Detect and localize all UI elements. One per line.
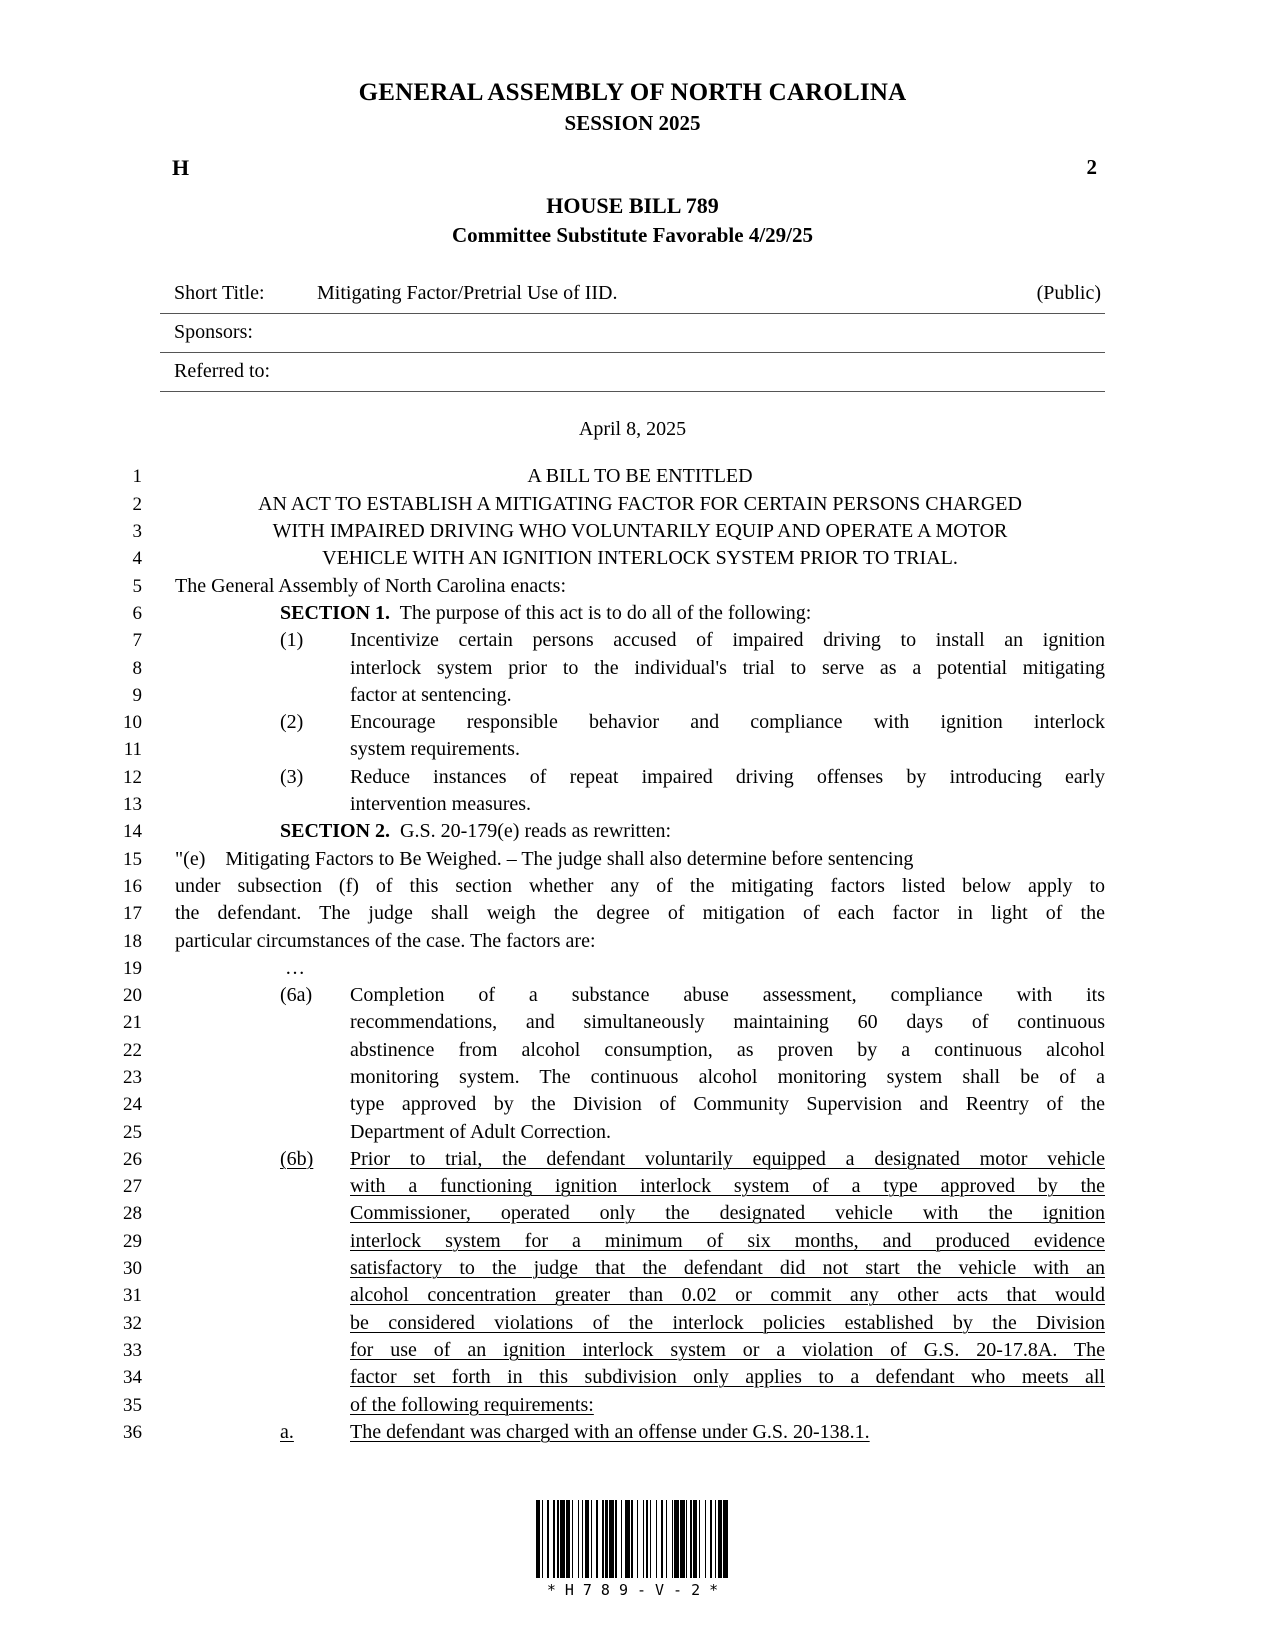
line-number: 31 bbox=[123, 1285, 142, 1307]
bill-line bbox=[0, 982, 1105, 1009]
bill-line bbox=[0, 1337, 1105, 1364]
item-text: for use of an ignition interlock system or a violation of G.S. 20-17.8A. The bbox=[350, 1338, 1105, 1361]
bill-line bbox=[0, 573, 1105, 600]
section-text: The purpose of this act is to do all of the following: bbox=[399, 601, 812, 624]
line-text: The General Assembly of North Carolina enacts: bbox=[175, 574, 566, 597]
bill-line bbox=[0, 764, 1105, 791]
bill-line bbox=[0, 873, 1105, 900]
line-number: 26 bbox=[123, 1148, 142, 1170]
line-text: under subsection (f) of this section whether any of the mitigating factors listed below apply to bbox=[175, 874, 1105, 897]
numbered-item-new-text bbox=[175, 1173, 1105, 1200]
item-text: factor at sentencing. bbox=[350, 683, 512, 706]
line-text: … bbox=[285, 956, 307, 979]
numbered-item-cont bbox=[175, 791, 1105, 818]
numbered-item-new-text bbox=[175, 1364, 1105, 1391]
sub-item-marker: a. bbox=[280, 1420, 294, 1443]
sponsors-label: Sponsors: bbox=[174, 321, 253, 344]
numbered-item-new-text bbox=[175, 1228, 1105, 1255]
bill-line bbox=[0, 491, 1105, 518]
line-number: 9 bbox=[132, 684, 142, 706]
section-text: G.S. 20-179(e) reads as rewritten: bbox=[400, 820, 672, 843]
line-text: particular circumstances of the case. The factors are: bbox=[175, 929, 596, 952]
item-text: with a functioning ignition interlock system of a type approved by the bbox=[350, 1175, 1105, 1198]
line-number: 3 bbox=[132, 521, 142, 543]
masthead bbox=[0, 0, 1265, 139]
bill-line bbox=[0, 846, 1105, 873]
sub-item-text: The defendant was charged with an offense under G.S. 20-138.1. bbox=[350, 1420, 870, 1443]
item-text: of the following requirements: bbox=[350, 1393, 594, 1416]
chamber-row bbox=[0, 155, 1265, 185]
item-marker: (6a) bbox=[280, 984, 313, 1007]
bill-line bbox=[0, 627, 1105, 654]
bill-line bbox=[0, 900, 1105, 927]
line-number: 20 bbox=[123, 985, 142, 1007]
bill-number: HOUSE BILL 789 bbox=[546, 193, 719, 218]
line-text: WITH IMPAIRED DRIVING WHO VOLUNTARILY EQUIP AND OPERATE A MOTOR bbox=[272, 520, 1008, 543]
line-text: VEHICLE WITH AN IGNITION INTERLOCK SYSTEM PRIOR TO TRIAL. bbox=[322, 547, 958, 570]
public-marker: (Public) bbox=[1036, 282, 1101, 305]
assembly-title: GENERAL ASSEMBLY OF NORTH CAROLINA bbox=[358, 79, 907, 106]
line-number: 17 bbox=[123, 903, 142, 925]
barcode-image bbox=[536, 1500, 730, 1578]
item-text: type approved by the Division of Community Supervision and Reentry of the bbox=[350, 1093, 1105, 1116]
line-number: 11 bbox=[123, 739, 142, 761]
referred-to-label: Referred to: bbox=[174, 360, 271, 383]
numbered-item-cont bbox=[175, 682, 1105, 709]
line-text bbox=[280, 818, 1105, 845]
bill-line bbox=[0, 736, 1105, 763]
bill-line bbox=[0, 791, 1105, 818]
line-text bbox=[175, 846, 1105, 873]
line-number: 29 bbox=[123, 1230, 142, 1252]
line-number: 7 bbox=[132, 630, 142, 652]
short-title-label: Short Title: bbox=[174, 282, 265, 305]
numbered-item-cont bbox=[175, 1064, 1105, 1091]
bill-line bbox=[0, 955, 1105, 982]
line-number: 36 bbox=[123, 1421, 142, 1443]
item-text: abstinence from alcohol consumption, as proven by a continuous alcohol bbox=[350, 1038, 1105, 1061]
bill-line bbox=[0, 1282, 1105, 1309]
line-number: 14 bbox=[123, 821, 142, 843]
item-text: interlock system prior to the individual's trial to serve as a potential mitigating bbox=[350, 656, 1105, 679]
numbered-item-new-text bbox=[175, 1392, 1105, 1419]
line-number: 24 bbox=[123, 1094, 142, 1116]
numbered-item-new-text bbox=[175, 1337, 1105, 1364]
line-number: 16 bbox=[123, 875, 142, 897]
item-text: Incentivize certain persons accused of impaired driving to install an ignition bbox=[350, 629, 1105, 652]
bill-date: April 8, 2025 bbox=[578, 418, 687, 441]
item-text: recommendations, and simultaneously maintaining 60 days of continuous bbox=[350, 1011, 1105, 1034]
item-text: Completion of a substance abuse assessment, compliance with its bbox=[350, 984, 1105, 1007]
bill-line bbox=[0, 1119, 1105, 1146]
page-number: 2 bbox=[1086, 155, 1097, 179]
bill-line bbox=[0, 1310, 1105, 1337]
bill-body bbox=[0, 463, 1265, 1446]
bill-line bbox=[0, 928, 1105, 955]
bill-line bbox=[0, 1146, 1105, 1173]
bill-line bbox=[0, 1009, 1105, 1036]
numbered-item-cont bbox=[175, 655, 1105, 682]
numbered-item-new-text bbox=[175, 1146, 1105, 1173]
line-text: the defendant. The judge shall weigh the degree of mitigation of each factor in light of the bbox=[175, 902, 1105, 925]
barcode-text: *H789-V-2* bbox=[546, 1581, 728, 1599]
line-number: 32 bbox=[123, 1312, 142, 1334]
item-text: alcohol concentration greater than 0.02 or commit any other acts that would bbox=[350, 1284, 1105, 1307]
line-number: 1 bbox=[132, 466, 142, 488]
bill-line bbox=[0, 1091, 1105, 1118]
line-number: 19 bbox=[123, 957, 142, 979]
bill-line bbox=[0, 818, 1105, 845]
chamber-letter: H bbox=[172, 155, 190, 180]
line-text: AN ACT TO ESTABLISH A MITIGATING FACTOR FOR CERTAIN PERSONS CHARGED bbox=[258, 492, 1022, 515]
line-number: 6 bbox=[132, 602, 142, 624]
item-text: factor set forth in this subdivision only applies to a defendant who meets all bbox=[350, 1366, 1105, 1389]
item-marker: (3) bbox=[280, 765, 304, 788]
numbered-item-cont bbox=[175, 1119, 1105, 1146]
bill-heading bbox=[0, 191, 1265, 249]
meta-row-sponsors bbox=[160, 314, 1105, 353]
item-text: Encourage responsible behavior and compliance with ignition interlock bbox=[350, 711, 1105, 734]
item-text: be considered violations of the interlock policies established by the Division bbox=[350, 1311, 1105, 1334]
session-title: SESSION 2025 bbox=[564, 110, 701, 135]
line-number: 5 bbox=[132, 575, 142, 597]
numbered-item bbox=[175, 764, 1105, 791]
bill-line bbox=[0, 1419, 1105, 1446]
line-number: 25 bbox=[123, 1121, 142, 1143]
line-number: 23 bbox=[123, 1066, 142, 1088]
meta-row-short-title bbox=[160, 275, 1105, 314]
item-marker: (1) bbox=[280, 629, 304, 652]
line-number: 4 bbox=[132, 548, 142, 570]
numbered-item-new-text bbox=[175, 1200, 1105, 1227]
item-text: system requirements. bbox=[350, 738, 520, 761]
line-number: 22 bbox=[123, 1039, 142, 1061]
line-number: 2 bbox=[132, 493, 142, 515]
bill-line bbox=[0, 545, 1105, 572]
item-text: Department of Adult Correction. bbox=[350, 1120, 612, 1143]
item-marker: (6b) bbox=[280, 1147, 314, 1170]
line-number: 27 bbox=[123, 1176, 142, 1198]
numbered-item-cont bbox=[175, 1009, 1105, 1036]
line-number: 13 bbox=[123, 794, 142, 816]
numbered-item-new-text bbox=[175, 1310, 1105, 1337]
item-text: satisfactory to the judge that the defendant did not start the vehicle with an bbox=[350, 1257, 1105, 1280]
item-text: Commissioner, operated only the designated vehicle with the ignition bbox=[350, 1202, 1105, 1225]
numbered-item-new-text bbox=[175, 1255, 1105, 1282]
numbered-item-cont bbox=[175, 736, 1105, 763]
bill-status: Committee Substitute Favorable 4/29/25 bbox=[451, 222, 814, 247]
numbered-item-new-text bbox=[175, 1282, 1105, 1309]
line-text: A BILL TO BE ENTITLED bbox=[527, 465, 753, 488]
line-number: 21 bbox=[123, 1012, 142, 1034]
item-text: Reduce instances of repeat impaired driving offenses by introducing early bbox=[350, 765, 1105, 788]
item-marker: (2) bbox=[280, 711, 304, 734]
bill-line bbox=[0, 682, 1105, 709]
bill-line bbox=[0, 463, 1105, 490]
item-text: interlock system for a minimum of six months, and produced evidence bbox=[350, 1229, 1105, 1252]
numbered-item-cont bbox=[175, 1091, 1105, 1118]
section-label: SECTION 1. bbox=[280, 601, 391, 624]
numbered-item bbox=[175, 982, 1105, 1009]
numbered-item-cont bbox=[175, 1037, 1105, 1064]
subsection-text: Mitigating Factors to Be Weighed. – The judge shall also determine before sentencing bbox=[225, 847, 914, 870]
bill-line bbox=[0, 1364, 1105, 1391]
bill-line bbox=[0, 600, 1105, 627]
item-text: intervention measures. bbox=[350, 793, 532, 816]
line-number: 8 bbox=[132, 657, 142, 679]
numbered-item bbox=[175, 627, 1105, 654]
bill-line bbox=[0, 1228, 1105, 1255]
bill-line bbox=[0, 1200, 1105, 1227]
bill-line bbox=[0, 1064, 1105, 1091]
bill-meta-table bbox=[160, 275, 1105, 392]
short-title-value: Mitigating Factor/Pretrial Use of IID. bbox=[317, 282, 618, 305]
line-number: 10 bbox=[123, 712, 142, 734]
meta-row-referred-to bbox=[160, 353, 1105, 392]
bill-line bbox=[0, 709, 1105, 736]
item-text: monitoring system. The continuous alcohol monitoring system shall be of a bbox=[350, 1065, 1105, 1088]
line-number: 30 bbox=[123, 1258, 142, 1280]
section-label: SECTION 2. bbox=[280, 820, 391, 843]
numbered-item bbox=[175, 709, 1105, 736]
bill-line bbox=[0, 1037, 1105, 1064]
line-number: 12 bbox=[123, 766, 142, 788]
sub-item-new-text bbox=[175, 1419, 1105, 1446]
line-number: 34 bbox=[123, 1367, 142, 1389]
bill-line bbox=[0, 518, 1105, 545]
line-number: 35 bbox=[123, 1394, 142, 1416]
bill-line bbox=[0, 1173, 1105, 1200]
bill-line bbox=[0, 1392, 1105, 1419]
line-number: 15 bbox=[123, 848, 142, 870]
line-number: 18 bbox=[123, 930, 142, 952]
line-number: 33 bbox=[123, 1339, 142, 1361]
barcode-area bbox=[0, 1487, 1265, 1599]
item-text: Prior to trial, the defendant voluntarily equipped a designated motor vehicle bbox=[350, 1147, 1105, 1170]
subsection-marker: "(e) bbox=[175, 847, 206, 870]
line-text bbox=[280, 600, 1105, 627]
bill-line bbox=[0, 655, 1105, 682]
bill-line bbox=[0, 1255, 1105, 1282]
line-number: 28 bbox=[123, 1203, 142, 1225]
